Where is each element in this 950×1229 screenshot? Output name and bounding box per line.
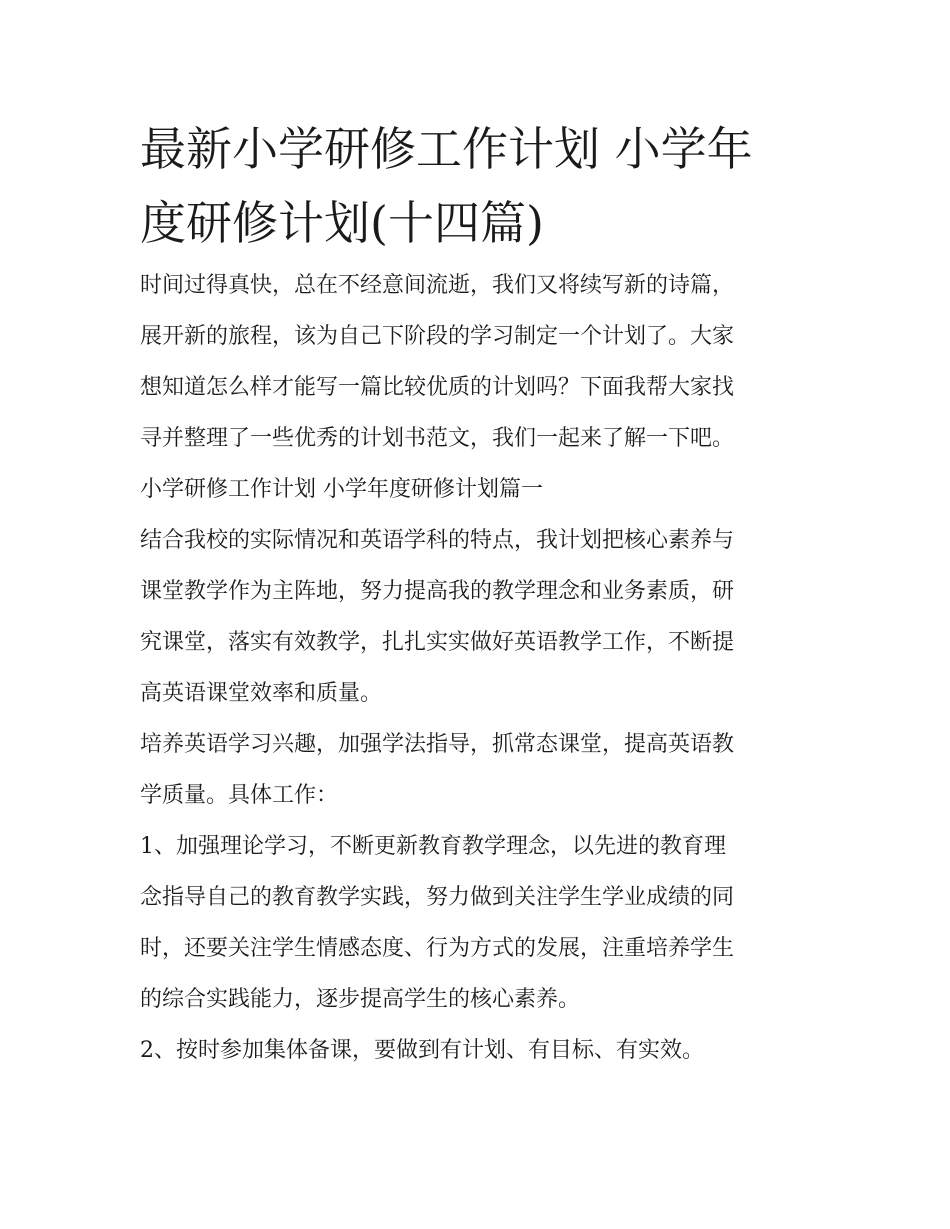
document-body — [140, 260, 816, 1076]
body-line: 高英语课堂效率和质量。 — [140, 681, 383, 706]
list-item-2-line: 2、按时参加集体备课，要做到有计划、有目标、有实效。 — [140, 1038, 704, 1063]
body-line: 想知道怎么样才能写一篇比较优质的计划吗？下面我帮大家找 — [140, 375, 735, 400]
list-item-1-line: 时，还要关注学生情感态度、行为方式的发展，注重培养学生 — [140, 936, 735, 961]
body-line: 究课堂，落实有效教学，扎扎实实做好英语教学工作，不断提 — [140, 630, 735, 655]
title-line-2: 度研修计划(十四篇) — [140, 196, 544, 250]
list-item-1-line: 的综合实践能力，逐步提高学生的核心素养。 — [140, 987, 581, 1012]
document-title — [140, 112, 816, 260]
body-line: 展开新的旅程，该为自己下阶段的学习制定一个计划了。大家 — [140, 324, 735, 349]
body-line: 结合我校的实际情况和英语学科的特点，我计划把核心素养与 — [140, 528, 735, 553]
section-heading: 小学研修工作计划 小学年度研修计划篇一 — [140, 477, 543, 502]
body-line: 寻并整理了一些优秀的计划书范文，我们一起来了解一下吧。 — [140, 426, 735, 451]
body-line: 课堂教学作为主阵地，努力提高我的教学理念和业务素质，研 — [140, 579, 735, 604]
body-line: 学质量。具体工作： — [140, 783, 339, 808]
document-page — [140, 112, 816, 1076]
body-line: 培养英语学习兴趣，加强学法指导，抓常态课堂，提高英语教 — [140, 732, 735, 757]
list-item-1-line: 念指导自己的教育教学实践，努力做到关注学生学业成绩的同 — [140, 885, 735, 910]
list-item-1-line: 1、加强理论学习，不断更新教育教学理念，以先进的教育理 — [140, 834, 726, 859]
title-line-1: 最新小学研修工作计划 小学年 — [140, 122, 753, 176]
body-line: 时间过得真快，总在不经意间流逝，我们又将续写新的诗篇， — [140, 273, 735, 298]
